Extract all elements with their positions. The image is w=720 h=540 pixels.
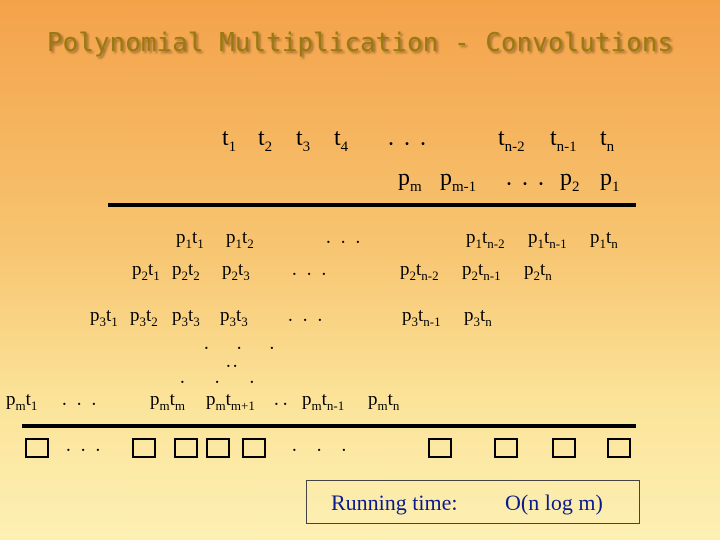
bottom-rule [22, 424, 636, 428]
p2-row-dots: ... [292, 259, 337, 280]
result-box [25, 438, 49, 458]
result-box [174, 438, 198, 458]
t1-term: $t_1$ [222, 125, 237, 155]
p-row-dots: ... [506, 165, 554, 191]
p1-term: $p_1$ [600, 165, 620, 195]
tn-2-term: $t_{n-2}$ [498, 125, 525, 155]
p1tn-2-term: $p_1t_{n-2}$ [466, 227, 505, 251]
p3tn-1-term: $p_3t_{n-1}$ [402, 305, 441, 329]
p1t2-term: $p_1t_2$ [226, 227, 254, 251]
t4-term: $t_4$ [334, 125, 349, 155]
t2-term: $t_2$ [258, 125, 273, 155]
vertical-dots-1: ... [204, 333, 303, 354]
vertical-dots-2: .. [226, 351, 240, 372]
p3t1-term: $p_3t_1$ [90, 305, 118, 329]
p1-row-dots: ... [326, 227, 371, 248]
running-time-label: Running time: [331, 490, 458, 515]
p3tn-term: $p_3t_n$ [464, 305, 492, 329]
pm-row-dots-mid: .. [274, 389, 292, 410]
pmtm-term: $p_mt_m$ [150, 389, 186, 413]
tn-term: $t_n$ [600, 125, 615, 155]
pm-row-dots-left: ... [62, 389, 107, 410]
p3t2-term: $p_3t_2$ [130, 305, 158, 329]
slide-title: Polynomial Multiplication - Convolutions [46, 28, 674, 58]
p2t1-term: $p_2t_1$ [132, 259, 160, 283]
p2tn-term: $p_2t_n$ [524, 259, 552, 283]
result-box [552, 438, 576, 458]
p3-row-dots: ... [288, 305, 333, 326]
result-box [428, 438, 452, 458]
p3t3-term: $p_3t_3$ [172, 305, 200, 329]
p1t1-term: $p_1t_1$ [176, 227, 204, 251]
p2tn-1-term: $p_2t_{n-1}$ [462, 259, 501, 283]
p3t3-term-2: $p_3t_3$ [220, 305, 248, 329]
result-box [132, 438, 156, 458]
running-time-box [306, 480, 640, 524]
t3-term: $t_3$ [296, 125, 311, 155]
result-box [242, 438, 266, 458]
p2t2-term: $p_2t_2$ [172, 259, 200, 283]
p2tn-2-term: $p_2t_{n-2}$ [400, 259, 439, 283]
p1tn-1-term: $p_1t_{n-1}$ [528, 227, 567, 251]
top-rule [108, 203, 636, 207]
result-box [494, 438, 518, 458]
running-time-value: O(n log m) [505, 490, 603, 515]
pm-1-term: $p_{m-1}$ [440, 165, 477, 195]
tn-1-term: $t_{n-1}$ [550, 125, 577, 155]
pm-term: $p_m$ [398, 165, 422, 195]
pmtn-term: $p_mt_n$ [368, 389, 400, 413]
p1tn-term: $p_1t_n$ [590, 227, 618, 251]
p2t3-term: $p_2t_3$ [222, 259, 250, 283]
vertical-dots-3: ... [180, 367, 285, 388]
result-box [206, 438, 230, 458]
p2-term: $p_2$ [560, 165, 580, 195]
result-dots-left: ... [66, 435, 111, 456]
pmt1-term: $p_mt_1$ [6, 389, 38, 413]
result-dots-mid: ... [292, 435, 367, 456]
pmtn-1-term: $p_mt_{n-1}$ [302, 389, 345, 413]
pmtm+1-term: $p_mt_{m+1}$ [206, 389, 255, 413]
result-box [607, 438, 631, 458]
t-row-dots: ... [388, 125, 436, 151]
